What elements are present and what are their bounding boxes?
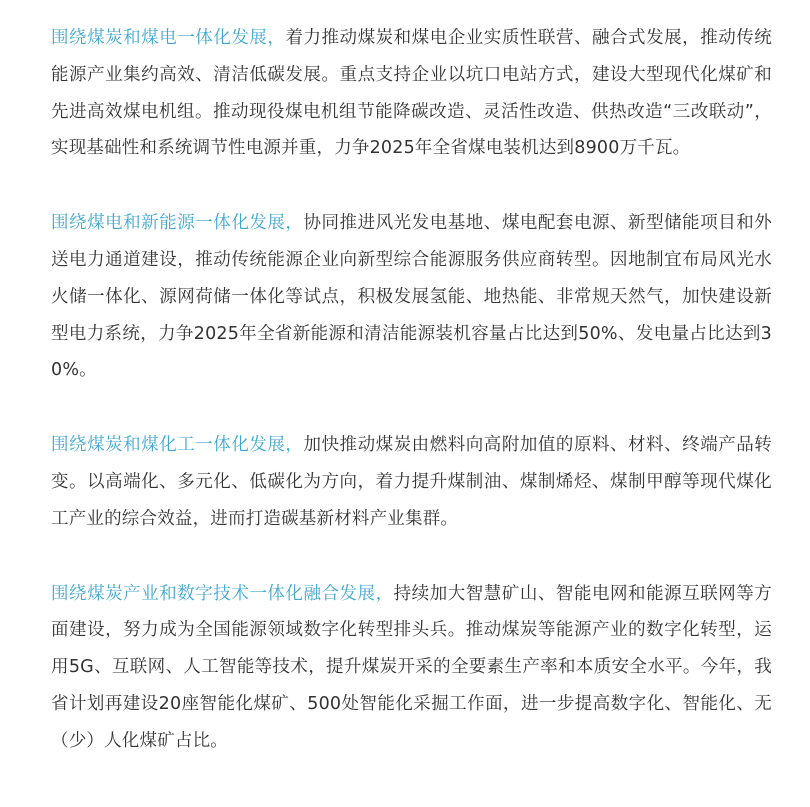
paragraph-text-coal-chemical: 加快推动煤炭由燃料向高附加值的原料、材料、终端产品转变。以高端化、多元化、低碳化为方向，着力提升煤制油、煤制烯烃、煤制甲醇等现代煤化工产业的综合效益，进而打造碳基新材料产业集群。 [51, 435, 772, 529]
paragraph-text-coal-power: 着力推动煤炭和煤电企业实质性联营、融合式发展，推动传统能源产业集约高效、清洁低碳发展。重点支持企业以坑口电站方式，建设大型现代化煤矿和先进高效煤电机组。推动现役煤电机组节能降碳改造、灵活性改造、供热改造“三改联动”，实现基础性和系统调节性电源并重，力争2025年全省煤电装机达到8900万千瓦。 [51, 28, 772, 159]
paragraph-coal-power [51, 20, 772, 167]
paragraph-text-power-new-energy: 协同推进风光发电基地、煤电配套电源、新型储能项目和外送电力通道建设，推动传统能源企业向新型综合能源服务供应商转型。因地制宜布局风光水火储一体化、源网荷储一体化等试点，积极发展氢能、地热能、非常规天然气，加快建设新型电力系统，力争2025年全省新能源和清洁能源装机容量占比达到50%、发电量占比达到30%。 [51, 213, 772, 381]
paragraph-lead-coal-digital: 围绕煤炭产业和数字技术一体化融合发展， [51, 583, 394, 604]
paragraph-text-coal-digital: 持续加大智慧矿山、智能电网和能源互联网等方面建设，努力成为全国能源领域数字化转型排头兵。推动煤炭等能源产业的数字化转型，运用5G、互联网、人工智能等技术，提升煤炭开采的全要素生产率和本质安全水平。今年，我省计划再建设20座智能化煤矿、500处智能化采掘工作面，进一步提高数字化、智能化、无（少）人化煤矿占比。 [51, 583, 772, 751]
paragraph-power-new-energy [51, 205, 772, 389]
paragraph-coal-chemical [51, 427, 772, 537]
paragraph-lead-power-new-energy: 围绕煤电和新能源一体化发展， [51, 213, 304, 234]
paragraph-coal-digital [51, 576, 772, 760]
paragraph-lead-coal-power: 围绕煤炭和煤电一体化发展， [51, 28, 286, 48]
paragraph-lead-coal-chemical: 围绕煤炭和煤化工一体化发展， [51, 435, 304, 456]
